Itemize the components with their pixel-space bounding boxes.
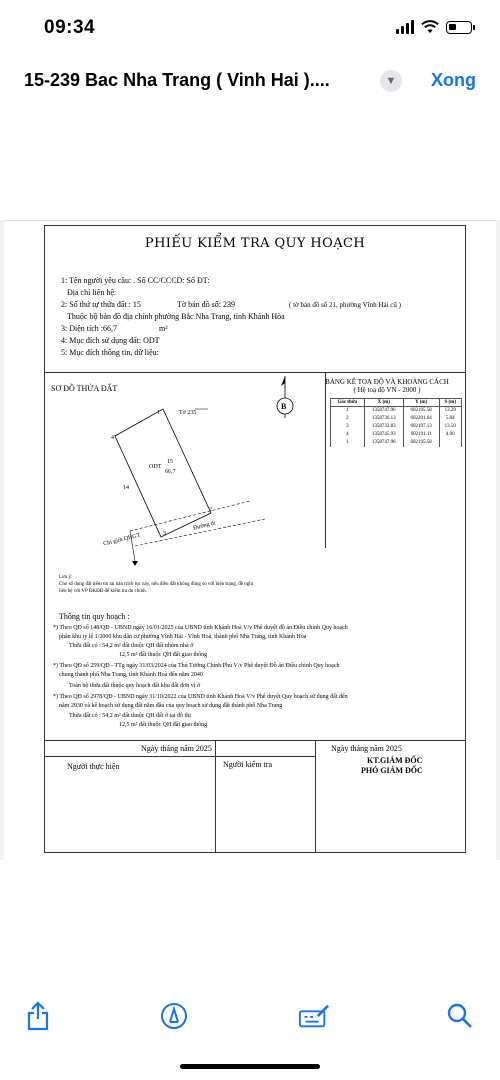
- table-cell: 2: [331, 415, 365, 423]
- deputy-director-label: PHÓ GIÁM ĐỐC: [361, 766, 423, 775]
- table-header: X (m): [364, 399, 403, 407]
- table-cell: 4: [331, 431, 365, 439]
- vertex-label: 1: [157, 410, 160, 416]
- table-cell: 5.04: [439, 415, 462, 423]
- info-line: Toàn bộ thửa đất thuộc quy hoạch đất khu đất đơn vị ở: [69, 683, 201, 689]
- table-row: [331, 439, 462, 447]
- doc-line: 2: Số thứ tự thửa đất : 15: [61, 300, 141, 309]
- keyboard-icon: [298, 1003, 330, 1029]
- doc-line: Tờ bản đồ số: 239: [177, 300, 236, 309]
- table-cell: 13.50: [439, 423, 462, 431]
- table-cell: 1: [331, 407, 365, 415]
- markup-button[interactable]: [158, 1000, 190, 1032]
- divider: [325, 372, 326, 548]
- table-cell: 3: [331, 423, 365, 431]
- share-button[interactable]: [22, 1000, 54, 1032]
- road-label: Đường di: [192, 520, 217, 532]
- document-heading: PHIẾU KIỂM TRA QUY HOẠCH: [144, 236, 366, 251]
- table-header: S (m): [439, 399, 462, 407]
- doc-line: ( tờ bản đồ số 21, phường Vĩnh Hải cũ ): [289, 301, 401, 309]
- table-cell: 1358747.96: [364, 439, 403, 447]
- divider: [315, 740, 316, 852]
- info-heading: Thông tin quy hoạch :: [59, 612, 130, 621]
- director-label: KT.GIÁM ĐỐC: [367, 756, 423, 765]
- cellular-signal-icon: [396, 20, 414, 34]
- info-line: phân khu tỷ lệ 1/2000 khu dân cư phường Vĩnh Hải - Vĩnh Hoà, thành phố Nha Trang, tỉnh Khánh Hòa: [59, 634, 307, 640]
- bottom-toolbar: [0, 990, 500, 1050]
- doc-line: 1: Tên người yêu cầu: . Số CC/CCCD: Số ĐT:: [61, 276, 210, 285]
- table-cell: 1358733.83: [364, 423, 403, 431]
- parcel-number: 15: [167, 459, 173, 465]
- table-subtitle: ( Hệ toạ độ VN - 2000 ): [353, 386, 421, 394]
- doc-line: m²: [159, 324, 168, 333]
- note-text: Cho số dụng đất tiếm tin tại bản trích lục này, nếu điều đất không đúng so với hiện trạng, đề nghị: [59, 582, 254, 587]
- note-text: liên hệ với VP ĐKĐĐ để kiểm tra đo chỉnh.: [59, 589, 147, 594]
- search-button[interactable]: [444, 1000, 476, 1032]
- parcel-area: 66,7: [165, 469, 176, 475]
- info-line: *) Theo QĐ số 259/QĐ - TTg ngày 31/03/2024 của Thủ Tướng Chính Phủ V/v Phê duyệt Đồ án Điều chỉnh Quy hoạch: [53, 663, 340, 669]
- table-cell: 1358747.96: [364, 407, 403, 415]
- vertex-label: 4: [111, 435, 114, 441]
- date-line: Ngày tháng năm 2025: [141, 744, 212, 753]
- status-bar: [0, 0, 500, 56]
- edit-button[interactable]: [298, 1000, 330, 1032]
- table-cell: [439, 439, 462, 447]
- table-header: Y (m): [403, 399, 439, 407]
- table-cell: 1358745.93: [364, 431, 403, 439]
- done-button[interactable]: Xong: [431, 70, 476, 90]
- document-title[interactable]: 15-239 Bac Nha Trang ( Vinh Hai )....: [24, 70, 330, 90]
- info-line: 12,5 m² đất thuộc QH đất giao thông: [119, 652, 208, 658]
- doc-line: 3: Diện tích :66,7: [61, 324, 117, 333]
- doc-line: 4: Mục đích sử dụng đất: ODT: [61, 336, 160, 345]
- table-row: [331, 431, 462, 439]
- table-row: [331, 423, 462, 431]
- parcel-type: ODT: [149, 464, 162, 470]
- vertex-label: 2: [209, 507, 212, 513]
- table-title: BẢNG KÊ TOẠ ĐỘ VÀ KHOẢNG CÁCH: [325, 378, 449, 386]
- chevron-down-icon[interactable]: ▼: [380, 70, 402, 92]
- table-cell: 1358736.13: [364, 415, 403, 423]
- table-cell: 602191.11: [403, 431, 439, 439]
- document-frame: [44, 225, 466, 853]
- doc-line: Địa chỉ liên hệ:: [67, 288, 117, 297]
- table-row: [331, 407, 462, 415]
- document-viewer[interactable]: [0, 220, 500, 860]
- table-cell: 602195.58: [403, 407, 439, 415]
- nav-bar: [0, 56, 500, 108]
- divider: [45, 756, 315, 757]
- table-cell: 1: [331, 439, 365, 447]
- road-boundary-label: Chỉ giới QHGT: [102, 532, 142, 548]
- share-icon: [26, 1001, 50, 1031]
- info-line: *) Theo QĐ số 148/QĐ - UBND ngày 16/01/2025 của UBND tỉnh Khánh Hoà V/v Phê duyệt đồ án Điều chỉnh Quy hoạch: [53, 625, 348, 631]
- status-time: 09:34: [44, 17, 96, 38]
- doc-line: 5: Mục đích thông tin, dữ liệu:: [61, 348, 159, 357]
- diagram-heading: SƠ ĐỒ THỬA ĐẤT: [51, 384, 118, 393]
- note-heading: Lưu ý:: [59, 575, 73, 580]
- info-line: năm 2030 và kế hoạch sử dụng đất năm đầu của quy hoạch sử dụng đất thành phố Nha Trang: [59, 703, 283, 709]
- checker-label: Người kiểm tra: [223, 760, 272, 769]
- info-line: Thửa đất có : 54,2 m² đất thuộc QH đất ở tại đô thị: [69, 713, 191, 719]
- divider: [45, 740, 465, 741]
- map-sheet-label: Tờ 235: [179, 410, 197, 416]
- table-cell: 602197.13: [403, 423, 439, 431]
- info-line: 12,5 m² đất thuộc QH đất giao thông: [119, 722, 208, 728]
- divider: [45, 372, 465, 373]
- table-cell: 13.29: [439, 407, 462, 415]
- info-line: chung thành phố Nha Trang, tỉnh Khánh Hoà đến năm 2040: [59, 672, 203, 678]
- markup-icon: [160, 1002, 188, 1030]
- north-label: B: [281, 402, 287, 411]
- table-cell: 602201.64: [403, 415, 439, 423]
- document-page: [4, 220, 496, 860]
- performer-label: Người thực hiện: [67, 762, 120, 771]
- table-header: Góc thửa: [331, 399, 365, 407]
- home-indicator[interactable]: [180, 1064, 320, 1069]
- wifi-icon: [421, 20, 439, 34]
- coordinate-table: [330, 398, 462, 447]
- divider: [215, 740, 216, 852]
- info-line: Thửa đất có : 54,2 m² đất thuộc QH đất nhóm nhà ở: [69, 643, 194, 649]
- battery-icon: [446, 21, 472, 34]
- search-icon: [446, 1002, 474, 1030]
- doc-line: Thuộc bộ bản đồ địa chính phường Bắc Nha Trang, tỉnh Khánh Hòa: [67, 312, 285, 321]
- table-cell: 4.90: [439, 431, 462, 439]
- table-cell: 602195.58: [403, 439, 439, 447]
- neighbor-parcel: 14: [123, 485, 129, 491]
- table-row: [331, 415, 462, 423]
- info-line: *) Theo QĐ số 2978/QĐ - UBND ngày 31/10/2022 của UBND tỉnh Khánh Hoà V/v Phê duyệt Quy hoạch sử dụng đất đến: [53, 694, 348, 700]
- vertex-label: 3: [163, 531, 166, 537]
- status-icons: [396, 20, 472, 34]
- date-line: Ngày tháng năm 2025: [331, 744, 402, 753]
